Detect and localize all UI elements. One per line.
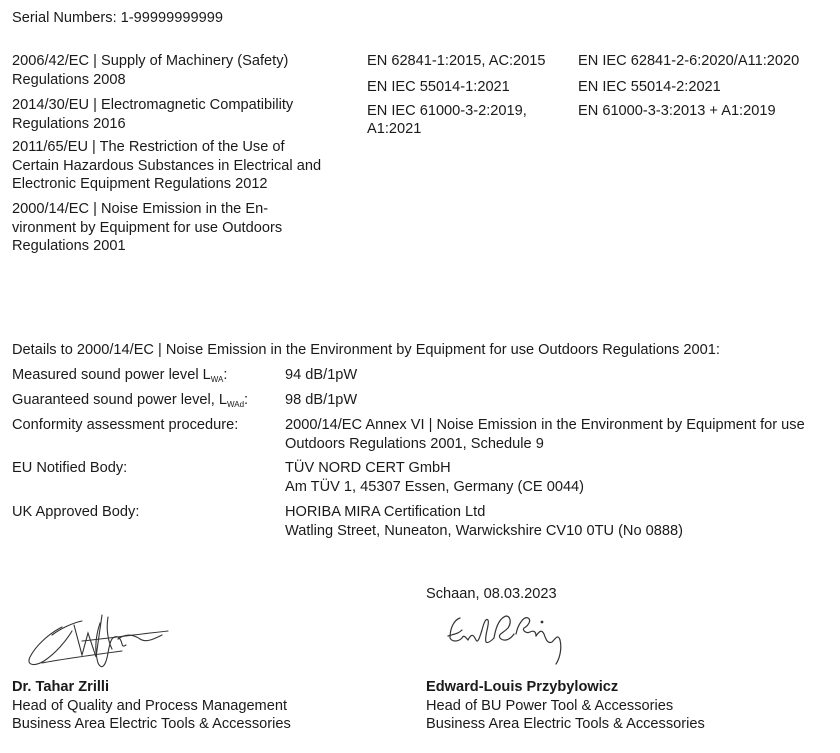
place-date: Schaan, 08.03.2023 bbox=[426, 586, 557, 602]
standard-item: EN IEC 55014-1:2021 bbox=[367, 79, 510, 95]
directive-line: Regulations 2016 bbox=[12, 115, 126, 132]
signatory-left-title: Head of Quality and Process Management bbox=[12, 697, 288, 714]
details-heading: Details to 2000/14/EC | Noise Emission in the Environment by Equipment for use Outdoors Regulations 2001: bbox=[12, 342, 720, 358]
directive-line: 2000/14/EC | Noise Emission in the En- bbox=[12, 201, 269, 217]
notified-body-value: TÜV NORD CERT GmbH Am TÜV 1, 45307 Essen, Germany (CE 0044) bbox=[285, 460, 585, 495]
directive-rohs bbox=[12, 138, 357, 194]
directive-machinery bbox=[12, 52, 357, 89]
signature-left-image bbox=[22, 605, 172, 675]
standard-item: EN IEC 61000-3-2:2019, bbox=[367, 103, 527, 119]
signatory-left-name: Dr. Tahar Zrilli bbox=[12, 679, 110, 695]
standard-item: EN 61000-3-3:2013 + A1:2019 bbox=[578, 103, 776, 119]
signatory-right-name: Edward-Louis Przybylowicz bbox=[426, 679, 619, 695]
uk-body-value: HORIBA MIRA Certification Ltd Watling Street, Nuneaton, Warwickshire CV10 0TU (No 0888) bbox=[285, 504, 683, 539]
directive-line: Regulations 2001 bbox=[12, 238, 126, 254]
signatory-right-title: Head of BU Power Tool & Accessories bbox=[426, 697, 674, 714]
standard-item: A1:2021 bbox=[367, 121, 422, 137]
serial-numbers: Serial Numbers: 1-99999999999 bbox=[12, 10, 223, 26]
directive-line: 2006/42/EC | Supply of Machinery (Safety) bbox=[12, 53, 289, 69]
directive-line: 2014/30/EU | Electromagnetic Compatibility bbox=[12, 97, 294, 113]
conformity-value: 2000/14/EC Annex VI | Noise Emission in the Environment by Equipment for use Outdoors Regulations 2001, Schedule 9 bbox=[285, 417, 805, 452]
signature-right-image bbox=[444, 608, 574, 670]
conformity-label: Conformity assessment procedure: bbox=[12, 417, 239, 433]
signatory-left-area: Business Area Electric Tools & Accessories bbox=[12, 716, 291, 732]
directive-line: 2011/65/EU | The Restriction of the Use of bbox=[12, 139, 285, 155]
directive-line: Electronic Equipment Regulations 2012 bbox=[12, 176, 268, 192]
directive-line: Regulations 2008 bbox=[12, 71, 126, 88]
standard-item: EN 62841-1:2015, AC:2015 bbox=[367, 53, 546, 69]
directive-line: Certain Hazardous Substances in Electrical and bbox=[12, 157, 322, 174]
measured-label: Measured sound power level $L_{WA}$: bbox=[12, 367, 228, 384]
standard-item: EN IEC 55014-2:2021 bbox=[578, 79, 721, 95]
guaranteed-value: 98 dB/1pW bbox=[285, 392, 358, 408]
notified-body-label: EU Notified Body: bbox=[12, 460, 128, 476]
directive-line: vironment by Equipment for use Outdoors bbox=[12, 219, 283, 236]
uk-body-label: UK Approved Body: bbox=[12, 504, 140, 520]
signatory-left bbox=[12, 678, 291, 734]
signatory-right-area: Business Area Electric Tools & Accessories bbox=[426, 716, 705, 732]
directive-emc bbox=[12, 96, 357, 133]
standard-item: EN IEC 62841-2-6:2020/A11:2020 bbox=[578, 53, 800, 69]
measured-value: 94 dB/1pW bbox=[285, 367, 358, 383]
directive-noise bbox=[12, 200, 357, 256]
guaranteed-label: Guaranteed sound power level, $L_{WAd}$: bbox=[12, 392, 249, 409]
signatory-right bbox=[426, 678, 705, 734]
